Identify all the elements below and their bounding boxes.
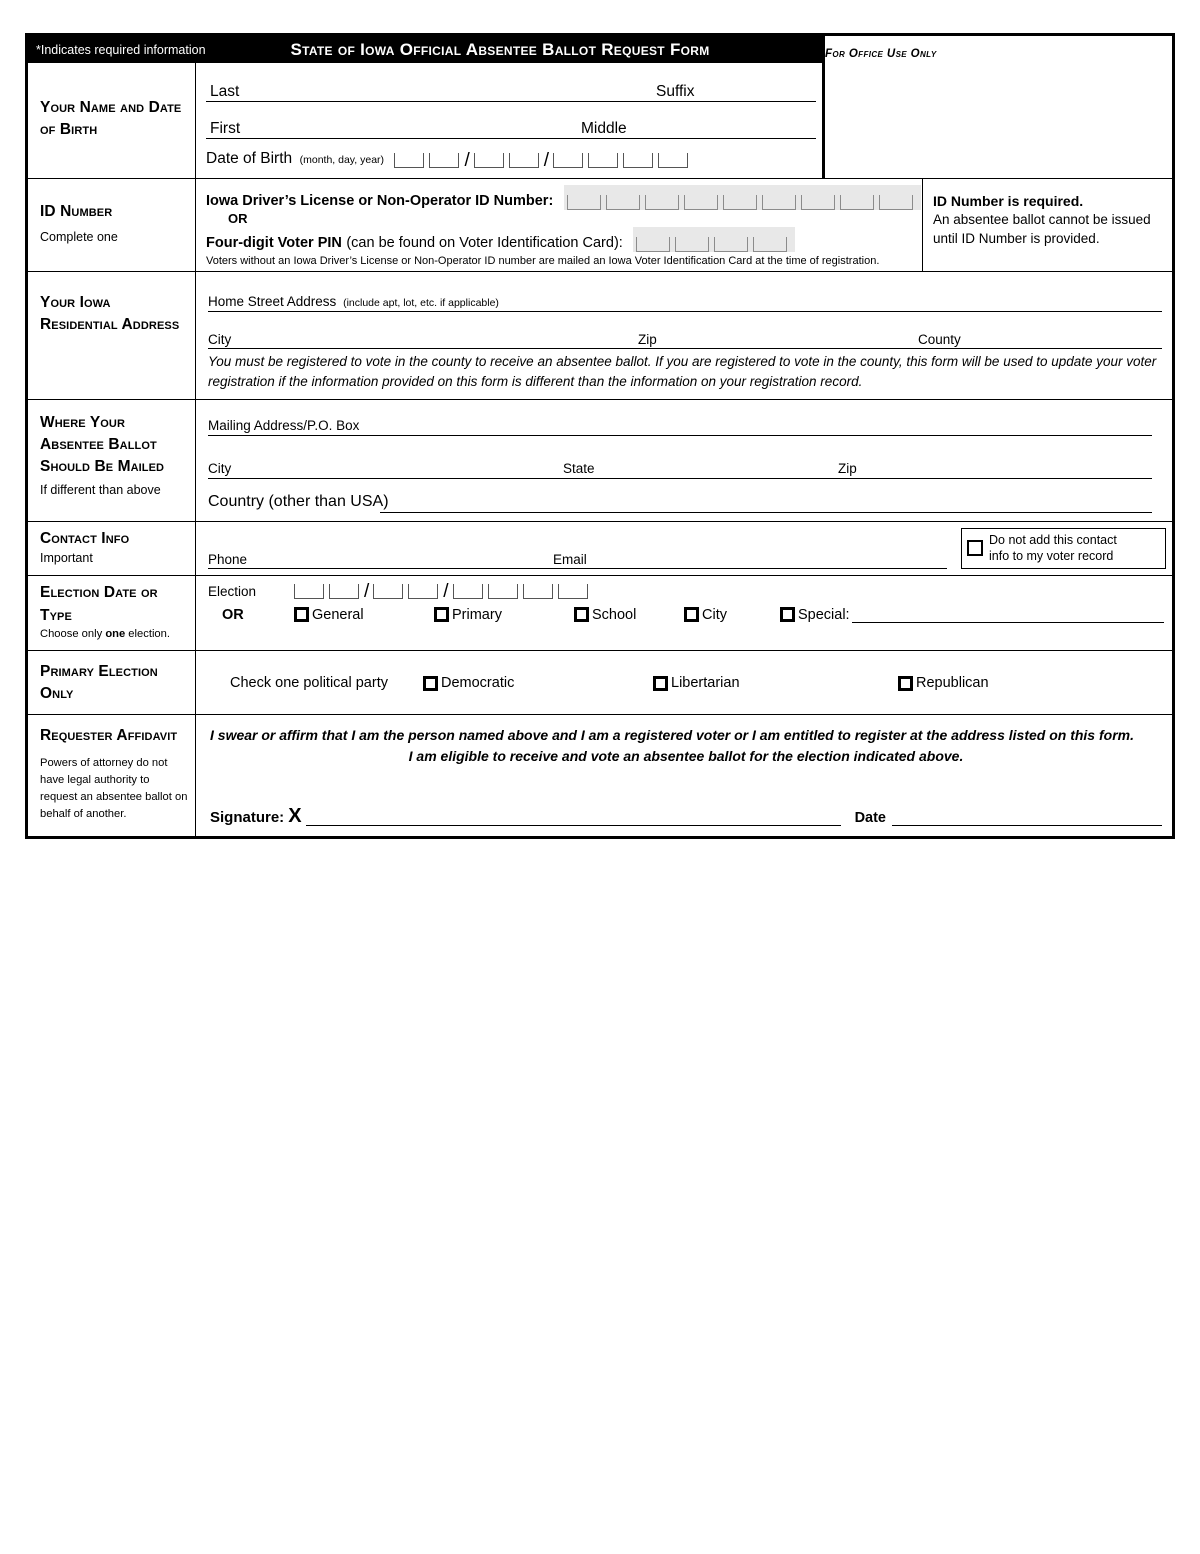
election-date-box[interactable] bbox=[488, 584, 518, 599]
id-number-label-text: ID Number bbox=[40, 203, 113, 220]
primary-checkbox[interactable] bbox=[434, 607, 449, 622]
special-checkbox[interactable] bbox=[780, 607, 795, 622]
city-checkbox[interactable] bbox=[684, 607, 699, 622]
license-character-boxes[interactable] bbox=[564, 185, 921, 210]
license-label: Iowa Driver’s License or Non-Operator ID Number: bbox=[206, 193, 554, 209]
license-box[interactable] bbox=[684, 195, 718, 210]
mailing-city-label: City bbox=[208, 461, 232, 476]
election-date-slash: / bbox=[364, 581, 370, 603]
name-section-label-text: Your Name and Date of Birth bbox=[40, 99, 182, 139]
dob-character-boxes[interactable] bbox=[394, 150, 693, 171]
absentee-ballot-request-form bbox=[25, 33, 1175, 839]
mailing-country-label: Country (other than USA) bbox=[208, 492, 389, 510]
contact-optout-box[interactable] bbox=[961, 528, 1166, 570]
school-label: School bbox=[592, 606, 637, 623]
residential-city-zip-county-field[interactable] bbox=[208, 316, 1162, 349]
voter-pin-line bbox=[206, 227, 922, 252]
election-date-type-fields bbox=[196, 576, 1172, 650]
mailing-address-label bbox=[28, 400, 196, 521]
residential-city-label: City bbox=[208, 331, 232, 347]
mailing-zip-label: Zip bbox=[838, 461, 857, 476]
signature-row bbox=[210, 802, 1162, 826]
requester-affidavit-label bbox=[28, 715, 196, 836]
mailing-address-label-text: Where Your Absentee Ballot Should Be Mailed bbox=[40, 413, 165, 476]
mailing-address-line-label: Mailing Address/P.O. Box bbox=[208, 418, 360, 433]
first-name-label: First bbox=[210, 119, 241, 137]
voter-pin-box[interactable] bbox=[636, 237, 670, 252]
id-number-row bbox=[28, 178, 1172, 271]
voter-pin-box[interactable] bbox=[675, 237, 709, 252]
date-of-birth-field[interactable] bbox=[206, 150, 816, 170]
id-required-heading: ID Number is required. bbox=[933, 193, 1084, 209]
dob-box[interactable] bbox=[509, 153, 539, 168]
license-box[interactable] bbox=[879, 195, 913, 210]
election-sublabel-pre: Choose only bbox=[40, 628, 106, 641]
election-date-type-row bbox=[28, 575, 1172, 650]
election-date-box[interactable] bbox=[408, 584, 438, 599]
signature-input[interactable] bbox=[306, 802, 841, 826]
optout-line-2: info to my voter record bbox=[989, 549, 1114, 564]
do-not-add-contact-label bbox=[989, 532, 1117, 566]
required-info-note: *Indicates required information bbox=[36, 42, 206, 57]
date-label: Date bbox=[854, 810, 886, 827]
first-name-field[interactable] bbox=[206, 110, 816, 139]
requester-affidavit-content bbox=[196, 715, 1172, 836]
primary-election-label bbox=[28, 651, 196, 714]
voter-pin-note: (can be found on Voter Identification Card): bbox=[346, 235, 623, 251]
dob-box[interactable] bbox=[588, 153, 618, 168]
general-label: General bbox=[312, 606, 364, 623]
election-option-school[interactable] bbox=[574, 607, 684, 623]
requester-affidavit-row bbox=[28, 714, 1172, 836]
dob-format-note: (month, day, year) bbox=[299, 154, 385, 166]
mailing-address-sublabel: If different than above bbox=[40, 482, 161, 497]
affidavit-statement-line-2: I am eligible to receive and vote an absentee ballot for the election indicated above. bbox=[408, 748, 964, 765]
primary-election-label-text: Primary Election Only bbox=[40, 662, 158, 703]
residential-address-label bbox=[28, 272, 196, 399]
id-number-fields bbox=[196, 179, 922, 271]
mailing-country-field[interactable] bbox=[208, 483, 1152, 513]
election-option-city[interactable] bbox=[684, 607, 780, 623]
id-required-notice bbox=[922, 179, 1172, 271]
phone-email-underline[interactable] bbox=[208, 537, 947, 569]
party-option-republican[interactable] bbox=[898, 675, 989, 691]
primary-election-row bbox=[28, 650, 1172, 714]
contact-info-sublabel: Important bbox=[40, 550, 93, 565]
residential-disclaimer: You must be registered to vote in the county to receive an absentee ballot. If you are registered to vote in the county, this form will be used to update your voter registration if the information provided on this form is different than the information on your registration record. bbox=[208, 354, 1157, 390]
requester-affidavit-label-text: Requester Affidavit bbox=[40, 726, 178, 744]
form-title-bar bbox=[28, 36, 822, 63]
election-date-box[interactable] bbox=[558, 584, 588, 599]
dob-slash: / bbox=[464, 150, 470, 171]
election-date-slash: / bbox=[443, 581, 449, 603]
office-use-label: For Office Use Only bbox=[825, 48, 937, 60]
middle-name-label: Middle bbox=[581, 119, 627, 137]
libertarian-label: Libertarian bbox=[671, 675, 740, 692]
dob-box[interactable] bbox=[623, 153, 653, 168]
dob-slash: / bbox=[543, 150, 550, 171]
election-date-box[interactable] bbox=[294, 584, 324, 599]
dob-box[interactable] bbox=[553, 153, 583, 168]
id-required-body: An absentee ballot cannot be issued until ID Number is provided. bbox=[933, 212, 1151, 246]
phone-label: Phone bbox=[208, 551, 248, 567]
dob-box[interactable] bbox=[429, 153, 459, 168]
header-left-column bbox=[28, 36, 822, 178]
license-box[interactable] bbox=[606, 195, 640, 210]
election-sublabel-bold: one bbox=[105, 628, 126, 641]
affidavit-statement-line-1: I swear or affirm that I am the person named above and I am a registered voter or I am entitled to register at the address listed on this form. bbox=[210, 726, 1134, 743]
contact-info-label bbox=[28, 522, 196, 576]
democratic-label: Democratic bbox=[441, 675, 515, 692]
dob-label: Date of Birth bbox=[206, 150, 293, 167]
license-box[interactable] bbox=[762, 195, 796, 210]
page-title: State of Iowa Official Absentee Ballot Request Form bbox=[290, 39, 710, 59]
election-date-box[interactable] bbox=[329, 584, 359, 599]
residential-address-row bbox=[28, 271, 1172, 399]
id-number-sublabel: Complete one bbox=[40, 230, 118, 245]
city-label: City bbox=[702, 606, 727, 623]
office-use-box bbox=[822, 36, 1172, 178]
suffix-label: Suffix bbox=[656, 82, 695, 100]
voter-pin-label: Four-digit Voter PIN bbox=[206, 235, 342, 251]
election-sublabel-post: election. bbox=[125, 628, 170, 641]
mailing-address-row bbox=[28, 399, 1172, 521]
special-election-input[interactable] bbox=[852, 606, 1164, 623]
home-street-address-note: (include apt, lot, etc. if applicable) bbox=[343, 296, 499, 309]
democratic-checkbox[interactable] bbox=[423, 676, 438, 691]
election-date-box[interactable] bbox=[453, 584, 483, 599]
license-box[interactable] bbox=[801, 195, 835, 210]
election-date-box[interactable] bbox=[373, 584, 403, 599]
license-box[interactable] bbox=[645, 195, 679, 210]
optout-line-1: Do not add this contact bbox=[989, 532, 1117, 547]
residential-county-label: County bbox=[918, 331, 961, 347]
party-option-libertarian[interactable] bbox=[653, 675, 898, 691]
last-name-field[interactable] bbox=[206, 73, 816, 102]
voter-pin-box[interactable] bbox=[753, 237, 787, 252]
home-street-address-label bbox=[208, 295, 499, 309]
republican-checkbox[interactable] bbox=[898, 676, 913, 691]
election-option-special[interactable] bbox=[780, 606, 1164, 623]
signature-label: Signature: bbox=[210, 809, 285, 827]
license-line bbox=[206, 185, 922, 210]
primary-label: Primary bbox=[452, 606, 502, 623]
mailing-address-fields bbox=[196, 400, 1172, 521]
license-box[interactable] bbox=[723, 195, 757, 210]
id-fine-print: Voters without an Iowa Driver’s License or Non-Operator ID number are mailed an Iowa Voter Identification Card at the time of registration. bbox=[206, 255, 880, 267]
election-date-character-boxes[interactable] bbox=[294, 581, 593, 603]
mailing-state-label: State bbox=[563, 461, 595, 476]
mailing-city-state-zip-field[interactable] bbox=[208, 440, 1152, 479]
election-date-line bbox=[208, 581, 1164, 603]
dob-box[interactable] bbox=[658, 153, 688, 168]
mailing-country-rule bbox=[380, 512, 1152, 513]
school-checkbox[interactable] bbox=[574, 607, 589, 622]
election-option-primary[interactable] bbox=[434, 607, 574, 623]
id-number-label bbox=[28, 179, 196, 271]
mailing-address-field[interactable] bbox=[208, 410, 1152, 436]
voter-pin-character-boxes[interactable] bbox=[633, 227, 795, 252]
residential-address-fields bbox=[196, 272, 1172, 399]
contact-info-fields bbox=[196, 522, 1172, 576]
dob-box[interactable] bbox=[394, 153, 424, 168]
header-and-name-block bbox=[28, 36, 1172, 178]
date-input[interactable] bbox=[892, 802, 1162, 826]
home-street-address-text: Home Street Address bbox=[208, 293, 337, 309]
party-option-democratic[interactable] bbox=[423, 675, 653, 691]
dob-box[interactable] bbox=[474, 153, 504, 168]
election-option-general[interactable] bbox=[294, 607, 434, 623]
voter-pin-box[interactable] bbox=[714, 237, 748, 252]
name-section-label bbox=[28, 63, 196, 178]
residential-zip-label: Zip bbox=[638, 331, 657, 347]
email-label: Email bbox=[553, 551, 587, 567]
contact-info-label-text: Contact Info bbox=[40, 529, 130, 547]
contact-phone-email-field[interactable] bbox=[208, 537, 947, 569]
name-fields bbox=[196, 63, 822, 178]
libertarian-checkbox[interactable] bbox=[653, 676, 668, 691]
name-row bbox=[28, 63, 822, 178]
republican-label: Republican bbox=[916, 675, 989, 692]
election-word-label: Election bbox=[208, 584, 257, 600]
id-or-separator: OR bbox=[228, 211, 248, 226]
primary-election-fields bbox=[196, 651, 1172, 714]
general-checkbox[interactable] bbox=[294, 607, 309, 622]
election-or-separator: OR bbox=[222, 606, 244, 623]
residential-address-label-text: Your Iowa Residential Address bbox=[40, 294, 180, 334]
party-instruction: Check one political party bbox=[230, 675, 388, 692]
license-box[interactable] bbox=[840, 195, 874, 210]
election-date-box[interactable] bbox=[523, 584, 553, 599]
last-name-label: Last bbox=[210, 82, 240, 100]
do-not-add-contact-checkbox[interactable] bbox=[967, 540, 983, 556]
contact-info-row bbox=[28, 521, 1172, 576]
special-label: Special: bbox=[798, 606, 850, 623]
election-date-type-sublabel bbox=[40, 627, 189, 642]
home-street-address-field[interactable] bbox=[208, 280, 1162, 312]
requester-affidavit-sublabel: Powers of attorney do not have legal authority to request an absentee ballot on behalf of another. bbox=[40, 757, 188, 820]
election-type-options bbox=[208, 606, 1164, 623]
signature-mark: X bbox=[288, 805, 302, 828]
election-date-type-label-text: Election Date or Type bbox=[40, 584, 158, 624]
election-date-type-label bbox=[28, 576, 196, 650]
license-box[interactable] bbox=[567, 195, 601, 210]
